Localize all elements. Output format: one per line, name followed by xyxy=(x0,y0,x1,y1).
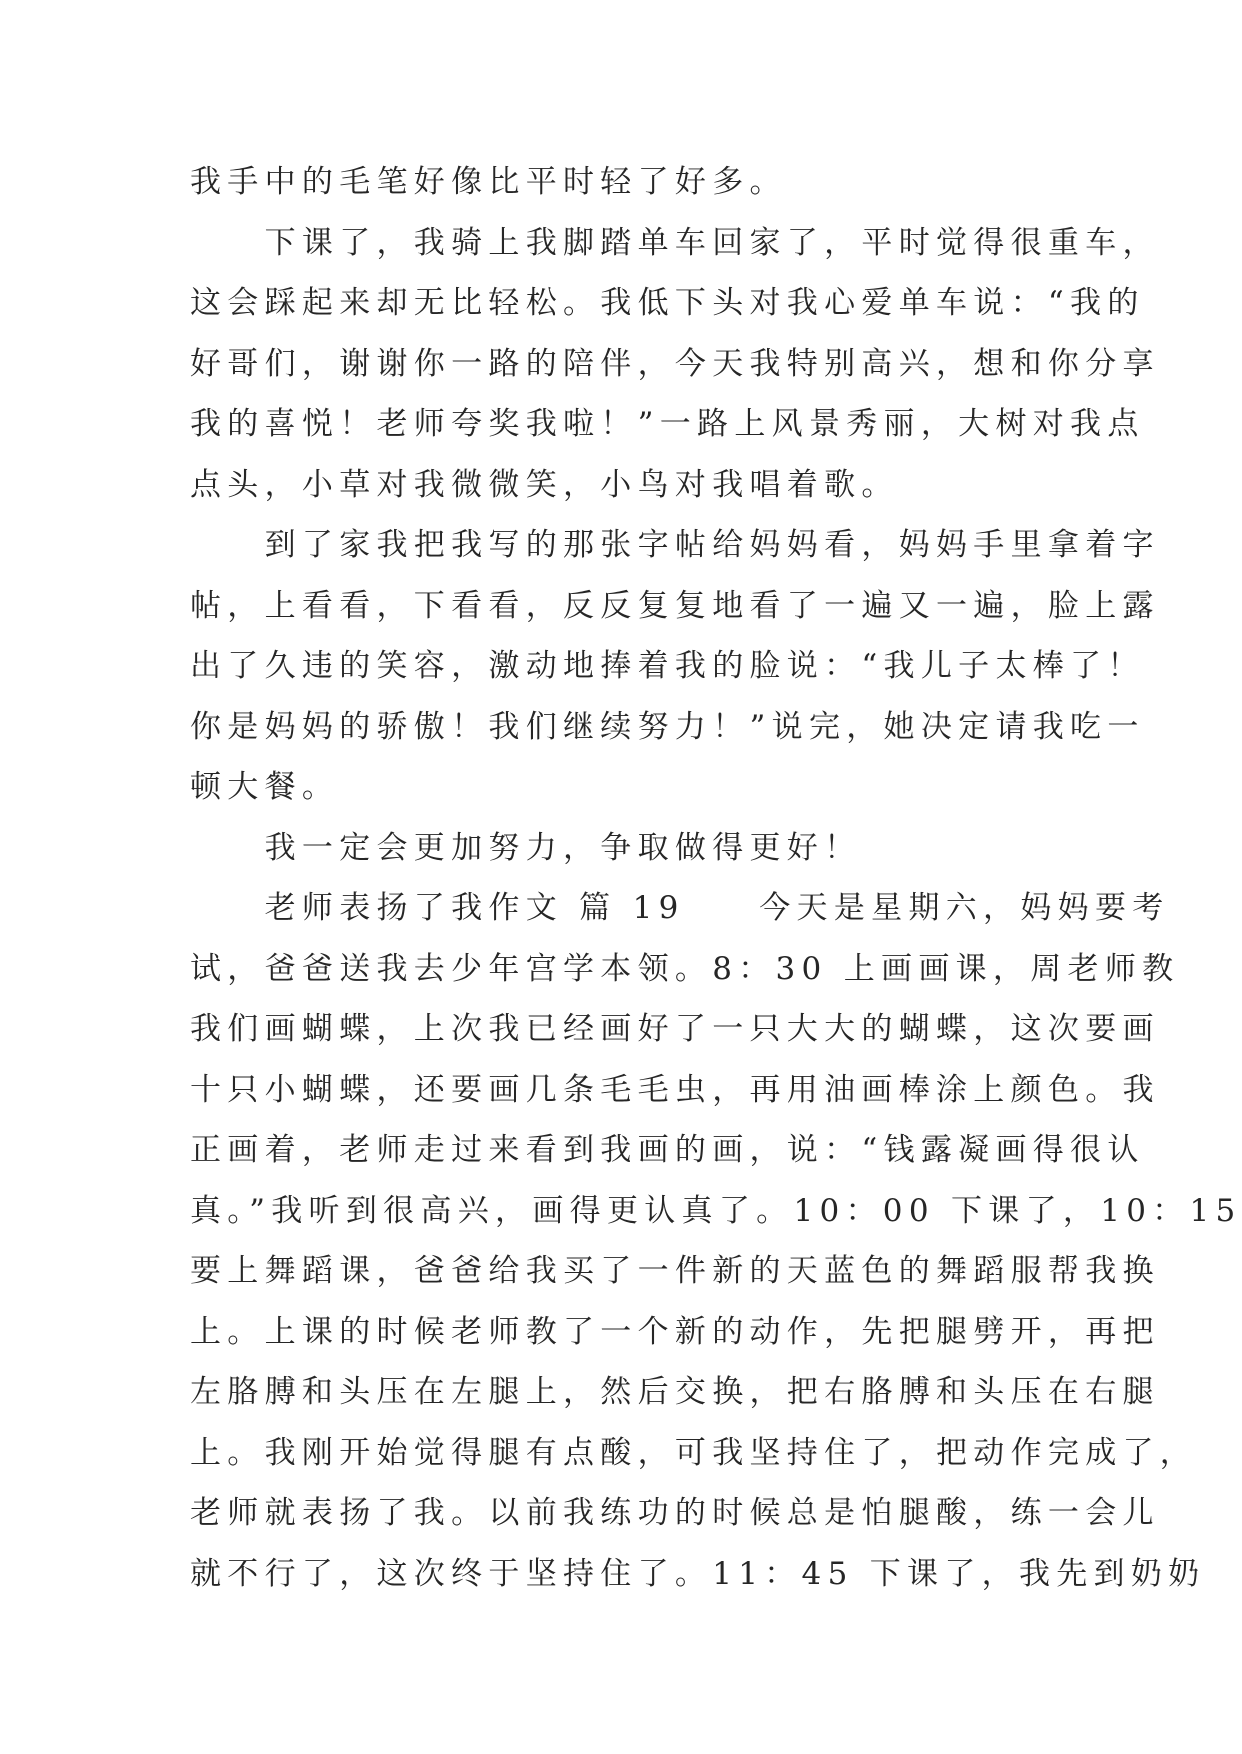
text-line: 帖，上看看，下看看，反反复复地看了一遍又一遍，脸上露 xyxy=(190,587,1160,624)
body-text xyxy=(190,152,1242,1604)
text-line: 要上舞蹈课，爸爸给我买了一件新的天蓝色的舞蹈服帮我换 xyxy=(190,1253,1160,1289)
text-line: 就不行了，这次终于坚持住了。11：45 下课了，我先到奶奶 xyxy=(190,1555,1206,1592)
text-line: 你是妈妈的骄傲！我们继续努力！”说完，她决定请我吃一 xyxy=(190,708,1145,745)
text-line: 我的喜悦！老师夸奖我啦！”一路上风景秀丽，大树对我点 xyxy=(190,406,1145,442)
text-line: 左胳膊和头压在左腿上，然后交换，把右胳膊和头压在右腿 xyxy=(190,1374,1160,1410)
text-line: 下课了，我骑上我脚踏单车回家了，平时觉得很重车， xyxy=(190,224,1160,261)
text-line: 顿大餐。 xyxy=(190,769,340,805)
text-line: 好哥们，谢谢你一路的陪伴，今天我特别高兴，想和你分享 xyxy=(190,345,1160,382)
text-line: 点头，小草对我微微笑，小鸟对我唱着歌。 xyxy=(190,466,899,503)
text-line: 正画着，老师走过来看到我画的画，说：“钱露凝画得很认 xyxy=(190,1132,1145,1168)
text-line: 老师表扬了我作文 篇 19 今天是星期六，妈妈要考 xyxy=(190,890,1170,926)
text-line: 真。”我听到很高兴，画得更认真了。10：00 下课了，10：15 xyxy=(190,1192,1242,1229)
text-line: 这会踩起来却无比轻松。我低下头对我心爱单车说：“我的 xyxy=(190,285,1145,321)
text-line: 我手中的毛笔好像比平时轻了好多。 xyxy=(190,164,787,200)
text-line: 试，爸爸送我去少年宫学本领。8：30 上画画课，周老师教 xyxy=(190,950,1180,987)
text-line: 我一定会更加努力，争取做得更好！ xyxy=(190,829,862,866)
text-line: 上。我刚开始觉得腿有点酸，可我坚持住了，把动作完成了， xyxy=(190,1434,1198,1471)
text-line: 出了久违的笑容，激动地捧着我的脸说：“我儿子太棒了！ xyxy=(190,648,1145,684)
text-line: 老师就表扬了我。以前我练功的时候总是怕腿酸，练一会儿 xyxy=(190,1495,1160,1531)
text-line: 上。上课的时候老师教了一个新的动作，先把腿劈开，再把 xyxy=(190,1313,1160,1350)
text-line: 到了家我把我写的那张字帖给妈妈看，妈妈手里拿着字 xyxy=(190,527,1160,563)
text-line: 十只小蝴蝶，还要画几条毛毛虫，再用油画棒涂上颜色。我 xyxy=(190,1071,1160,1108)
text-line: 我们画蝴蝶，上次我已经画好了一只大大的蝴蝶，这次要画 xyxy=(190,1011,1160,1047)
